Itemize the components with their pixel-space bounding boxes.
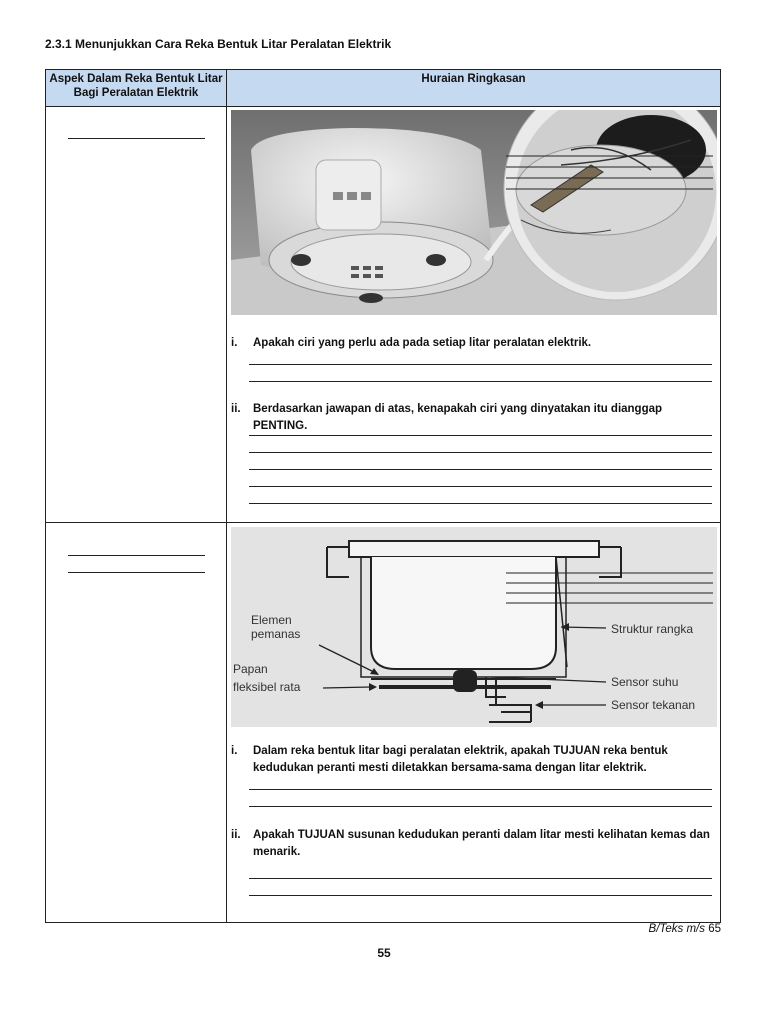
aspect-cell xyxy=(46,107,227,523)
column-header-aspect: Aspek Dalam Reka Bentuk Litar Bagi Peralatan Elektrik xyxy=(46,70,227,107)
worksheet-table xyxy=(45,69,721,923)
cross-section-image xyxy=(231,527,717,727)
label-elemen-1: Elemen xyxy=(251,613,292,627)
label-struktur-rangka: Struktur rangka xyxy=(611,622,694,636)
question-2: ii. Berdasarkan jawapan di atas, kenapakah ciri yang dinyatakan itu dianggap PENTING. xyxy=(231,403,663,432)
summary-cell xyxy=(227,107,721,523)
cooker-cross-section-diagram xyxy=(231,527,717,727)
rice-cooker-photo xyxy=(231,110,717,315)
question-1: i. Apakah ciri yang perlu ada pada setiap litar peralatan elektrik. xyxy=(231,337,592,349)
summary-cell xyxy=(227,523,721,923)
answer-line[interactable] xyxy=(68,138,205,139)
textbook-reference: B/Teks m/s 65 xyxy=(648,923,721,935)
section-heading: 2.3.1 Menunjukkan Cara Reka Bentuk Litar Peralatan Elektrik xyxy=(45,37,392,51)
aspect-cell xyxy=(46,523,227,923)
table-row xyxy=(46,523,721,923)
question-2: ii. Apakah TUJUAN susunan kedudukan peranti dalam litar mesti kelihatan kemas dan menarik. xyxy=(231,829,710,858)
table-row xyxy=(46,107,721,523)
label-elemen-2: pemanas xyxy=(251,627,301,641)
question-1: i. Dalam reka bentuk litar bagi peralatan elektrik, apakah TUJUAN reka bentuk kedudukan peranti mesti diletakkan bersama-sama dengan litar elektrik. xyxy=(231,745,668,774)
column-header-summary: Huraian Ringkasan xyxy=(227,70,721,107)
page-number: 55 xyxy=(377,946,391,960)
label-sensor-suhu: Sensor suhu xyxy=(611,675,679,689)
answer-line[interactable] xyxy=(249,895,712,896)
answer-line[interactable] xyxy=(68,572,205,573)
label-papan-2: fleksibel rata xyxy=(233,680,301,694)
table-header-row xyxy=(46,70,721,107)
rice-cooker-image xyxy=(231,110,717,315)
answer-line[interactable] xyxy=(249,503,712,504)
label-papan-1: Papan xyxy=(233,662,268,676)
label-sensor-tekanan: Sensor tekanan xyxy=(611,698,696,712)
